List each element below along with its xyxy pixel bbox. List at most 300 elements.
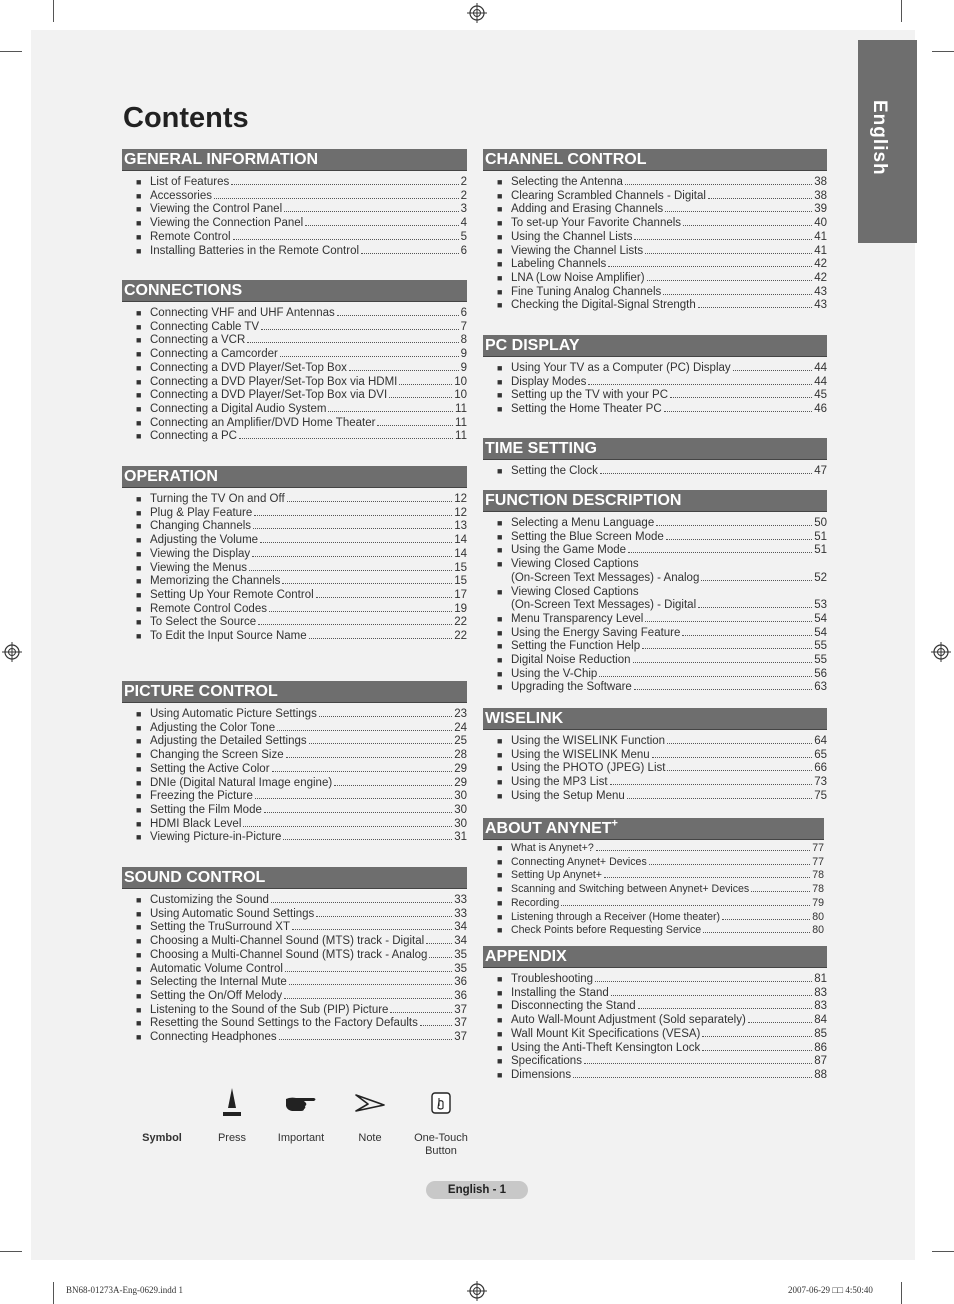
- toc-entry[interactable]: [122, 818, 467, 832]
- toc-page-number: 37: [454, 1017, 467, 1030]
- dot-leader: [269, 611, 452, 612]
- section-header: [483, 149, 827, 171]
- toc-entry[interactable]: [122, 921, 467, 935]
- toc-entry-title: Viewing Closed Captions: [511, 585, 639, 598]
- toc-entry[interactable]: [483, 924, 824, 938]
- toc-entry-title: Connecting a VCR: [150, 334, 246, 347]
- toc-entry[interactable]: [483, 190, 827, 204]
- toc-entry[interactable]: [122, 735, 467, 749]
- toc-entry[interactable]: [122, 603, 467, 617]
- toc-entry[interactable]: [122, 217, 467, 231]
- bullet-icon: ■: [497, 559, 503, 570]
- dot-leader: [708, 198, 812, 199]
- toc-entry-title: Accessories: [150, 189, 212, 202]
- toc-entry-title: Using the Energy Saving Feature: [511, 626, 681, 639]
- dot-leader: [328, 411, 453, 412]
- toc-page-number: 55: [814, 640, 827, 653]
- bullet-icon: ■: [497, 404, 503, 415]
- bullet-icon: ■: [136, 1032, 142, 1043]
- toc-entry[interactable]: [483, 897, 824, 911]
- toc-entry-title: Using the WISELINK Function: [511, 735, 666, 747]
- toc-entry[interactable]: [122, 589, 467, 603]
- toc-entry[interactable]: [483, 790, 827, 804]
- toc-entry[interactable]: [122, 708, 467, 722]
- toc-entry[interactable]: [122, 348, 467, 362]
- bullet-icon: ■: [497, 177, 503, 187]
- bullet-icon: ■: [497, 1042, 503, 1053]
- toc-entry[interactable]: [122, 307, 467, 321]
- dot-leader: [667, 770, 812, 771]
- toc-entry[interactable]: [483, 389, 827, 403]
- toc-entry-title: Freezing the Picture: [150, 790, 253, 803]
- toc-entry[interactable]: [483, 176, 827, 190]
- bullet-icon: ■: [136, 190, 142, 201]
- toc-page-number: 56: [814, 667, 827, 680]
- bullet-icon: ■: [497, 363, 503, 373]
- bullet-icon: ■: [136, 177, 142, 187]
- toc-entry[interactable]: [483, 856, 824, 870]
- toc-page-number: 12: [454, 506, 467, 519]
- bullet-icon: ■: [136, 535, 142, 546]
- language-tab-label: English: [869, 100, 890, 176]
- dot-leader: [389, 397, 452, 398]
- dot-leader: [683, 225, 812, 226]
- toc-page-number: 30: [454, 803, 467, 816]
- toc-entry-title: Connecting a Digital Audio System: [150, 402, 327, 415]
- toc-entry[interactable]: [122, 1017, 467, 1031]
- toc-entry[interactable]: [483, 749, 827, 763]
- toc-entry[interactable]: [483, 1028, 827, 1042]
- toc-entry-title: Viewing the Control Panel: [150, 203, 283, 216]
- dot-leader: [426, 943, 452, 944]
- dot-leader: [682, 635, 812, 636]
- toc-entry-title: Remote Control: [150, 230, 231, 243]
- toc-page-number: 54: [814, 626, 827, 639]
- bullet-icon: ■: [136, 403, 142, 414]
- toc-entry[interactable]: [122, 804, 467, 818]
- toc-entry[interactable]: [122, 790, 467, 804]
- toc-entry-title: Adjusting the Detailed Settings: [150, 735, 307, 748]
- toc-page-number: 79: [812, 896, 824, 909]
- toc-entry[interactable]: [483, 987, 827, 1001]
- toc-entry-title: Connecting Headphones: [150, 1031, 277, 1044]
- toc-entry-title: To Edit the Input Source Name: [150, 630, 307, 643]
- dot-leader: [255, 798, 452, 799]
- bullet-icon: ■: [497, 466, 503, 476]
- toc-entry-title: Setting the Blue Screen Mode: [511, 530, 664, 543]
- dot-leader: [702, 1050, 812, 1051]
- toc-entry[interactable]: [122, 321, 467, 335]
- toc-entry-title: Adding and Erasing Channels: [511, 203, 664, 216]
- dot-leader: [599, 676, 812, 677]
- toc-entry[interactable]: [483, 465, 827, 479]
- section-title: PICTURE CONTROL: [124, 683, 278, 700]
- toc-entry[interactable]: [122, 548, 467, 562]
- crop-mark: [932, 1251, 954, 1252]
- toc-page-number: 25: [454, 735, 467, 748]
- toc-page-number: 75: [814, 789, 827, 802]
- bullet-icon: ■: [136, 936, 142, 947]
- dot-leader: [703, 932, 810, 933]
- bullet-icon: ■: [136, 245, 142, 256]
- section-header: [122, 466, 467, 488]
- toc-page-number: 86: [814, 1041, 827, 1054]
- toc-page-number: 34: [454, 935, 467, 948]
- toc-entry-title: Display Modes: [511, 375, 587, 388]
- dot-leader: [305, 225, 458, 226]
- toc-entry[interactable]: [122, 935, 467, 949]
- toc-entry[interactable]: [122, 763, 467, 777]
- toc-page-number: 44: [814, 375, 827, 388]
- toc-entry[interactable]: [483, 681, 827, 695]
- toc-page-number: 37: [454, 1031, 467, 1044]
- toc-list: [483, 517, 827, 695]
- toc-entry-title: Connecting an Amplifier/DVD Home Theater: [150, 416, 376, 429]
- toc-entry[interactable]: [483, 286, 827, 300]
- dot-leader: [285, 971, 452, 972]
- bullet-icon: ■: [497, 613, 503, 624]
- dot-leader: [231, 184, 458, 185]
- bullet-icon: ■: [136, 321, 142, 332]
- bullet-icon: ■: [136, 922, 142, 933]
- toc-entry[interactable]: [122, 534, 467, 548]
- toc-page-number: 78: [812, 869, 824, 882]
- toc-entry[interactable]: [483, 517, 827, 531]
- toc-page-number: 88: [814, 1068, 827, 1081]
- bullet-icon: ■: [136, 507, 142, 518]
- toc-entry[interactable]: [122, 963, 467, 977]
- toc-entry[interactable]: [122, 575, 467, 589]
- toc-entry-title: Selecting a Menu Language: [511, 517, 655, 529]
- bullet-icon: ■: [497, 531, 503, 542]
- dot-leader: [334, 785, 452, 786]
- toc-entry[interactable]: [122, 493, 467, 507]
- toc-entry[interactable]: [483, 272, 827, 286]
- toc-entry[interactable]: [483, 1069, 827, 1083]
- bullet-icon: ■: [497, 668, 503, 679]
- toc-entry[interactable]: [122, 1004, 467, 1018]
- bullet-icon: ■: [136, 362, 142, 373]
- toc-entry-title: Specifications: [511, 1055, 582, 1068]
- toc-page-number: 35: [454, 962, 467, 975]
- toc-page-number: 6: [460, 244, 467, 257]
- bullet-icon: ■: [136, 763, 142, 774]
- dot-leader: [271, 902, 452, 903]
- toc-page-number: 24: [454, 721, 467, 734]
- toc-entry[interactable]: [122, 894, 467, 908]
- toc-entry-title: To Select the Source: [150, 616, 257, 629]
- toc-entry-title: Wall Mount Kit Specifications (VESA): [511, 1027, 701, 1040]
- toc-entry[interactable]: [122, 831, 467, 845]
- dot-leader: [214, 198, 459, 199]
- toc-entry-subtitle: (On-Screen Text Messages) - Analog: [511, 571, 700, 584]
- toc-entry[interactable]: [483, 231, 827, 245]
- toc-entry[interactable]: [483, 883, 824, 897]
- page-title: Contents: [123, 102, 249, 134]
- toc-entry[interactable]: [122, 777, 467, 791]
- dot-leader: [584, 1063, 812, 1064]
- toc-entry[interactable]: [483, 973, 827, 987]
- toc-section: [483, 438, 827, 479]
- bullet-icon: ■: [497, 641, 503, 652]
- toc-entry[interactable]: [122, 176, 467, 190]
- dot-leader: [243, 826, 452, 827]
- toc-entry[interactable]: [122, 990, 467, 1004]
- bullet-icon: ■: [497, 987, 503, 998]
- legend-label: One-Touch: [414, 1132, 468, 1144]
- toc-page-number: 34: [454, 921, 467, 934]
- toc-section: [483, 946, 827, 1083]
- toc-entry[interactable]: [483, 245, 827, 259]
- section-header: [122, 149, 467, 171]
- toc-entry[interactable]: [483, 762, 827, 776]
- toc-page-number: 44: [814, 362, 827, 374]
- toc-entry[interactable]: [483, 544, 827, 558]
- toc-entry-title: Upgrading the Software: [511, 681, 632, 694]
- bullet-icon: ■: [497, 300, 503, 311]
- toc-entry-title: Connecting a DVD Player/Set-Top Box: [150, 361, 347, 374]
- toc-page-number: 53: [814, 599, 827, 612]
- toc-entry-title: Using Your TV as a Computer (PC) Display: [511, 362, 731, 374]
- toc-entry[interactable]: [483, 640, 827, 654]
- toc-entry[interactable]: [483, 1000, 827, 1014]
- bullet-icon: ■: [136, 722, 142, 733]
- toc-entry[interactable]: [122, 376, 467, 390]
- dot-leader: [663, 294, 812, 295]
- toc-entry[interactable]: [122, 949, 467, 963]
- dot-leader: [588, 384, 812, 385]
- toc-page-number: 85: [814, 1027, 827, 1040]
- dot-leader: [722, 919, 810, 920]
- toc-entry-title: Selecting the Internal Mute: [150, 976, 287, 989]
- toc-entry-title: Check Points before Requesting Service: [511, 924, 702, 937]
- bullet-icon: ■: [136, 335, 142, 346]
- toc-entry-title: Remote Control Codes: [150, 602, 267, 615]
- legend-label: Important: [277, 1132, 325, 1144]
- toc-entry[interactable]: [122, 203, 467, 217]
- toc-entry-title: Fine Tuning Analog Channels: [511, 285, 662, 298]
- toc-entry-title: Using the PHOTO (JPEG) List: [511, 762, 666, 775]
- toc-entry[interactable]: [483, 299, 827, 313]
- toc-page-number: 52: [814, 571, 827, 584]
- toc-entry-title: DNIe (Digital Natural Image engine): [150, 776, 333, 789]
- toc-entry[interactable]: [483, 362, 827, 376]
- bullet-icon: ■: [497, 286, 503, 297]
- bullet-icon: ■: [136, 631, 142, 642]
- toc-page-number: 8: [460, 334, 467, 347]
- toc-entry[interactable]: [483, 668, 827, 682]
- toc-page-number: 80: [812, 910, 824, 923]
- dot-leader: [289, 984, 452, 985]
- bullet-icon: ■: [136, 562, 142, 573]
- bullet-icon: ■: [136, 895, 142, 905]
- print-footer-timestamp: 2007-06-29 □□ 4:50:40: [788, 1285, 873, 1295]
- bullet-icon: ■: [136, 908, 142, 919]
- toc-entry-title: Setting Up Your Remote Control: [150, 588, 314, 601]
- toc-entry-title: Auto Wall-Mount Adjustment (Sold separately): [511, 1014, 746, 1027]
- toc-section: [122, 280, 467, 444]
- bullet-icon: ■: [497, 190, 503, 201]
- dot-leader: [239, 438, 453, 439]
- toc-entry[interactable]: [122, 231, 467, 245]
- toc-entry[interactable]: [122, 520, 467, 534]
- toc-entry[interactable]: [483, 842, 824, 856]
- bullet-icon: ■: [497, 245, 503, 256]
- toc-list: [122, 493, 467, 644]
- toc-entry[interactable]: [122, 430, 467, 444]
- toc-page-number: 29: [454, 776, 467, 789]
- toc-entry-title: Setting the Film Mode: [150, 803, 262, 816]
- section-title: ABOUT ANYNET: [485, 820, 612, 837]
- toc-entry-title: Using the Channel Lists: [511, 230, 633, 243]
- bullet-icon: ■: [497, 518, 503, 528]
- toc-entry[interactable]: [122, 908, 467, 922]
- bullet-icon: ■: [136, 417, 142, 428]
- bullet-icon: ■: [136, 990, 142, 1001]
- dot-leader: [633, 662, 813, 663]
- toc-entry[interactable]: [122, 190, 467, 204]
- dot-leader: [261, 329, 458, 330]
- dot-leader: [647, 280, 813, 281]
- legend-label-line2: Button: [425, 1145, 457, 1157]
- dot-leader: [634, 689, 812, 690]
- toc-entry-title: Connecting a PC: [150, 430, 237, 443]
- toc-entry[interactable]: [483, 1042, 827, 1056]
- bullet-icon: ■: [497, 259, 503, 270]
- toc-entry-title: Dimensions: [511, 1068, 572, 1081]
- dot-leader: [249, 570, 452, 571]
- toc-entry-title: Setting the TruSurround XT: [150, 921, 290, 934]
- dot-leader: [595, 981, 812, 982]
- toc-entry[interactable]: [122, 722, 467, 736]
- toc-entry[interactable]: [483, 376, 827, 390]
- section-header: [483, 818, 824, 840]
- bullet-icon: ■: [136, 949, 142, 960]
- toc-entry[interactable]: [483, 203, 827, 217]
- one-touch-button-icon: [408, 1085, 474, 1121]
- toc-section: [122, 466, 467, 644]
- toc-list: [483, 362, 827, 417]
- bullet-icon: ■: [497, 231, 503, 242]
- toc-entry[interactable]: [483, 735, 827, 749]
- toc-entry[interactable]: [122, 507, 467, 521]
- toc-entry-title: Menu Transparency Level: [511, 612, 644, 625]
- toc-page-number: 39: [814, 203, 827, 216]
- toc-entry[interactable]: [483, 403, 827, 417]
- toc-entry-title: Setting the Home Theater PC: [511, 403, 662, 416]
- section-header: [483, 708, 827, 730]
- toc-entry[interactable]: [483, 258, 827, 272]
- toc-entry[interactable]: [122, 1031, 467, 1045]
- dot-leader: [604, 877, 810, 878]
- bullet-icon: ■: [497, 897, 503, 908]
- toc-entry[interactable]: [483, 531, 827, 545]
- toc-entry-title: Customizing the Sound: [150, 894, 269, 906]
- toc-entry[interactable]: [483, 911, 824, 925]
- toc-entry[interactable]: [483, 586, 827, 613]
- dot-leader: [309, 638, 453, 639]
- bullet-icon: ■: [136, 576, 142, 587]
- bullet-icon: ■: [136, 521, 142, 532]
- toc-entry[interactable]: [122, 334, 467, 348]
- section-title: PC DISPLAY: [485, 337, 580, 354]
- toc-entry-title: Setting Up Anynet+: [511, 869, 602, 882]
- toc-entry-title: Using the Anti-Theft Kensington Lock: [511, 1041, 701, 1054]
- toc-entry[interactable]: [122, 245, 467, 259]
- dot-leader: [628, 552, 812, 553]
- toc-entry[interactable]: [483, 776, 827, 790]
- toc-page-number: 33: [454, 907, 467, 920]
- toc-entry[interactable]: [122, 976, 467, 990]
- toc-page-number: 2: [460, 176, 467, 188]
- toc-entry[interactable]: [483, 1014, 827, 1028]
- section-title: CHANNEL CONTROL: [485, 151, 647, 168]
- toc-entry[interactable]: [122, 562, 467, 576]
- toc-entry-title: Connecting Anynet+ Devices: [511, 855, 647, 868]
- toc-entry[interactable]: [122, 630, 467, 644]
- registration-mark-icon: [467, 3, 487, 23]
- dot-leader: [611, 995, 812, 996]
- bullet-icon: ■: [136, 804, 142, 815]
- toc-entry[interactable]: [483, 627, 827, 641]
- toc-entry[interactable]: [122, 403, 467, 417]
- toc-page-number: 43: [814, 299, 827, 312]
- toc-entry[interactable]: [483, 869, 824, 883]
- toc-entry[interactable]: [122, 616, 467, 630]
- toc-entry-title: LNA (Low Noise Amplifier): [511, 271, 645, 284]
- dot-leader: [272, 771, 453, 772]
- toc-page-number: 15: [454, 575, 467, 588]
- bullet-icon: ■: [497, 586, 503, 597]
- toc-entry-title: Viewing the Menus: [150, 561, 247, 574]
- bullet-icon: ■: [136, 750, 142, 761]
- dot-leader: [399, 384, 452, 385]
- bullet-icon: ■: [497, 627, 503, 638]
- toc-section: [483, 708, 827, 804]
- bullet-icon: ■: [497, 545, 503, 556]
- bullet-icon: ■: [136, 376, 142, 387]
- dot-leader: [698, 307, 812, 308]
- toc-page-number: 43: [814, 285, 827, 298]
- toc-entry[interactable]: [483, 613, 827, 627]
- toc-list: [122, 176, 467, 258]
- dot-leader: [292, 929, 452, 930]
- crop-mark: [901, 1282, 902, 1304]
- toc-entry[interactable]: [483, 1055, 827, 1069]
- toc-entry[interactable]: [122, 417, 467, 431]
- dot-leader: [316, 916, 452, 917]
- dot-leader: [649, 864, 810, 865]
- toc-entry-title: Using Automatic Picture Settings: [150, 708, 317, 720]
- toc-entry[interactable]: [122, 362, 467, 376]
- crop-mark: [932, 51, 954, 52]
- print-footer-file: BN68-01273A-Eng-0629.indd 1: [66, 1285, 183, 1295]
- toc-entry[interactable]: [483, 654, 827, 668]
- toc-entry-title: Changing the Screen Size: [150, 749, 284, 762]
- bullet-icon: ■: [136, 390, 142, 401]
- toc-list: [122, 307, 467, 444]
- toc-entry[interactable]: [122, 389, 467, 403]
- toc-entry[interactable]: [122, 749, 467, 763]
- toc-entry[interactable]: [483, 558, 827, 585]
- toc-page-number: 45: [814, 389, 827, 402]
- toc-entry-title: Using the V-Chip: [511, 667, 598, 680]
- toc-list: [483, 176, 827, 313]
- toc-entry-title: Labeling Channels: [511, 258, 607, 271]
- toc-page-number: 83: [814, 986, 827, 999]
- toc-entry-title: Memorizing the Channels: [150, 575, 281, 588]
- toc-entry[interactable]: [483, 217, 827, 231]
